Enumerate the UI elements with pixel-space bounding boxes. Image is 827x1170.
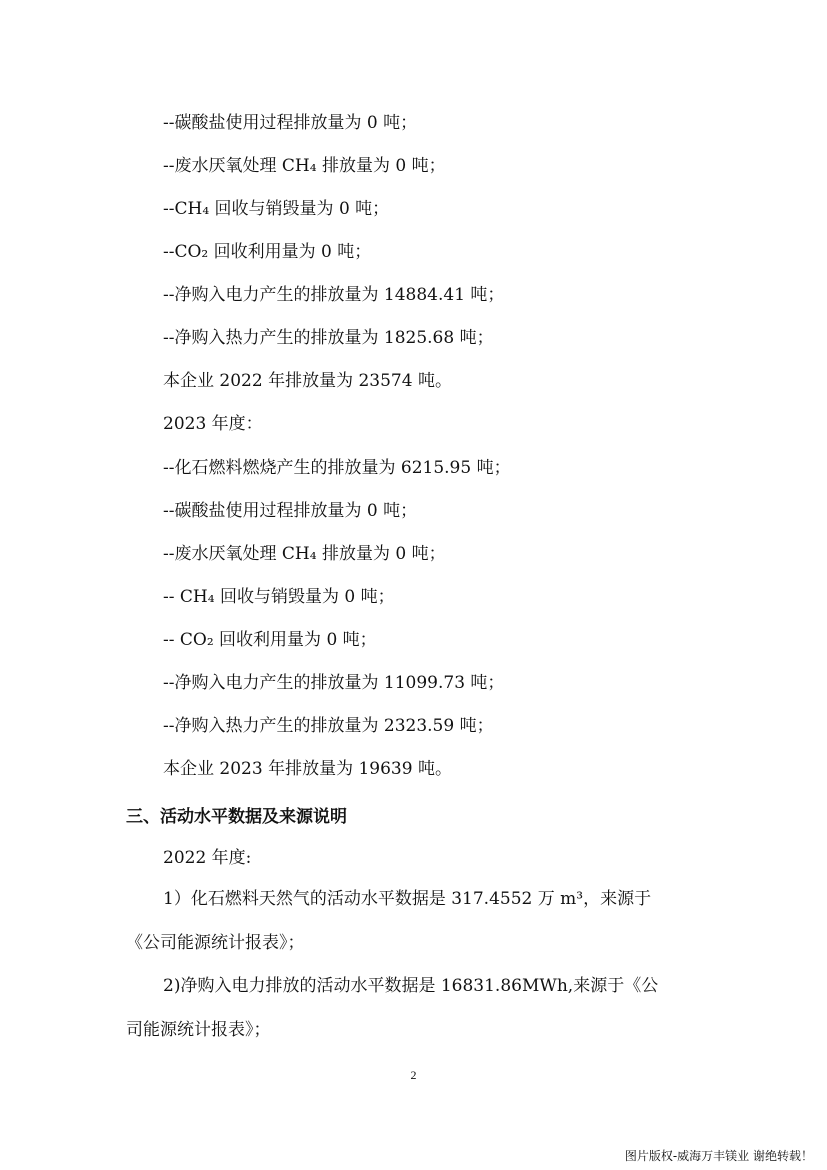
line-2023-heat: --净购入热力产生的排放量为 2323.59 吨； xyxy=(163,716,494,736)
line-2023-co2-recovery: -- CO₂ 回收利用量为 0 吨； xyxy=(163,630,377,650)
line-2022-total: 本企业 2022 年排放量为 23574 吨。 xyxy=(163,371,452,391)
line-2022-co2-recovery: --CO₂ 回收利用量为 0 吨； xyxy=(163,242,372,262)
item-1-line-1: 1）化石燃料天然气的活动水平数据是 317.4552 万 m³，来源于 xyxy=(163,889,652,909)
line-2023-ch4-recovery: -- CH₄ 回收与销毁量为 0 吨； xyxy=(163,587,395,607)
line-2022-carbonate: --碳酸盐使用过程排放量为 0 吨； xyxy=(163,113,418,133)
copyright-watermark: 图片版权-威海万丰镁业 谢绝转载！ xyxy=(624,1149,813,1163)
line-2023-electricity: --净购入电力产生的排放量为 11099.73 吨； xyxy=(163,673,505,693)
line-2022-ch4-recovery: --CH₄ 回收与销毁量为 0 吨； xyxy=(163,199,390,219)
item-2-line-2: 司能源统计报表》； xyxy=(126,1020,271,1040)
line-2022-wastewater-ch4: --废水厌氧处理 CH₄ 排放量为 0 吨； xyxy=(163,156,446,176)
line-2022-heat: --净购入热力产生的排放量为 1825.68 吨； xyxy=(163,328,494,348)
year-2023-label: 2023 年度： xyxy=(163,414,263,434)
item-2-line-1: 2)净购入电力排放的活动水平数据是 16831.86MWh,来源于《公 xyxy=(163,976,659,996)
page-number: 2 xyxy=(410,1068,417,1082)
line-2022-electricity: --净购入电力产生的排放量为 14884.41 吨； xyxy=(163,285,505,305)
line-2023-carbonate: --碳酸盐使用过程排放量为 0 吨； xyxy=(163,501,418,521)
item-1-line-2: 《公司能源统计报表》； xyxy=(126,933,305,953)
year-2022-label: 2022 年度: xyxy=(163,848,252,868)
line-2023-total: 本企业 2023 年排放量为 19639 吨。 xyxy=(163,759,452,779)
line-2023-fossil-fuel: --化石燃料燃烧产生的排放量为 6215.95 吨； xyxy=(163,458,511,478)
section-3-heading: 三、活动水平数据及来源说明 xyxy=(126,807,347,827)
line-2023-wastewater-ch4: --废水厌氧处理 CH₄ 排放量为 0 吨； xyxy=(163,544,446,564)
